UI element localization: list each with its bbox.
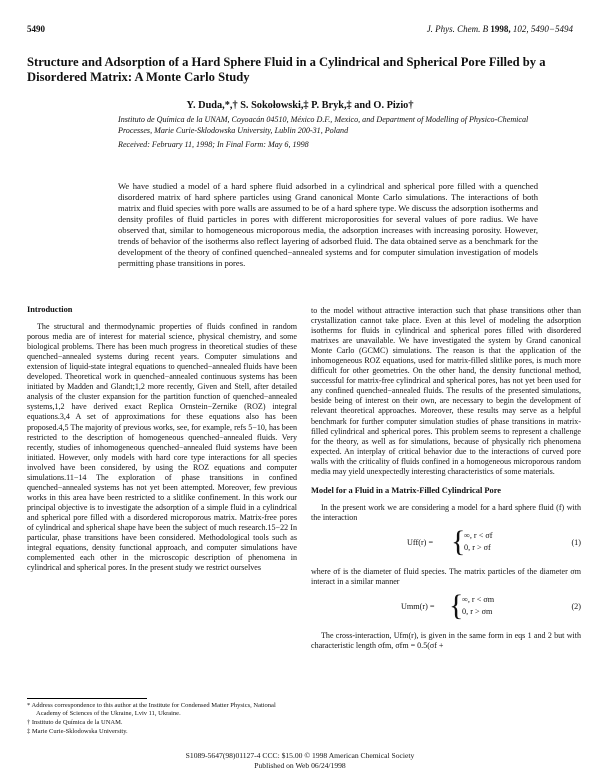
equation-1-cases bbox=[464, 530, 493, 554]
model-paragraph: In the present work we are considering a model for a hard sphere fluid (f) with the interaction bbox=[311, 502, 581, 522]
journal-citation bbox=[427, 24, 573, 34]
intro-paragraph: The structural and thermodynamic properties of fluids confined in random porous media are of interest for material science, physical chemistry, and some biological problems. There has been much progress in theoretical studies of these quenched−annealed systems during recent years. Computer simulations and extension of liquid-state integral equations to quenched−annealed fluids have been developed. Theoretical work in quenched−annealed continuous systems has been initiated by Madden and Glandt;1,2 more recently, Given and Stell, after detailed analysis of the cluster expansion for the partition function of quenched−annealed systems,1,2 have derived exact Replica Ornstein−Zernike (ROZ) integral equations.3,4 A set of approximations for these equations also has been proposed.4,5 The majority of previous works, see, for example, refs 5−10, has been restricted to the description of homogeneous quenched−annealed fluids. Very recently, studies of inhomogeneous quenched−annealed fluid systems have been initiated. However, only models with hard core type interactions for all species involved have been considered, by using the ROZ equations and computer simulations.11−14 The exploration of phase transitions in confined quenched−annealed systems has not yet been attempted. Moreover, few previous works in this area have been restricted to a slitlike confinement. In this work our principal objective is to investigate the adsorption of a simple fluid in a cylindrical and spherical pore filled with a disordered microporous matrix. Matrix-free pores of cylindrical and spherical shape have been the subject of much research.15−22 In particular, phase transitions have been considered. Methodological tools such as integral equations, density functional approach, and computer simulations have complemented each other in the microscopic description of phenomena in cylindrical and spherical pores. In the present study we restrict ourselves bbox=[27, 322, 297, 573]
running-header bbox=[27, 24, 573, 38]
journal-year: 1998, bbox=[490, 24, 511, 34]
abstract: We have studied a model of a hard sphere fluid adsorbed in a cylindrical and spherical pore filled with a quenched disordered matrix of hard sphere particles using Grand canonical Monte Carlo simulations. The interactions of both matrix and fluid species with pore walls are assumed to be of a hard sphere type. We discuss the adsorption isotherms and density profiles of fluid particles in pores with different microporosities for several values of pore radius. We have observed that, similar to homogeneous microporous media, the adsorption increases with increasing porosity. However, trends of behavior of the isotherms also reflect layering of adsorbed fluid. The data obtained serve as a benchmark for the development of the theory of confined quenched−annealed systems and for computer simulation investigation of models permitting phase transitions in pores. bbox=[118, 181, 538, 268]
footnote-affiliation-1: † Instituto de Química de la UNAM. bbox=[27, 719, 123, 726]
equation-2-case-1: ∞, r < σm bbox=[462, 595, 495, 605]
equation-1-case-1: ∞, r < σf bbox=[464, 530, 493, 540]
right-column bbox=[311, 306, 581, 651]
intro-paragraph-continued: to the model without attractive interaction such that phase transitions other than crystallization cannot take place. Even at this level of modeling the adsorption isotherms for fluids in cylindrical and spherical pores filled with disordered matrixes are unavailable. We have investigated the system by Grand canonical Monte Carlo (GCMC) simulations. The reason is that the application of the inhomogeneous ROZ equations, used for matrix-filled slitlike pores, is much more difficult for other geometries. On the other hand, the density functional method, successful for matrix-free cylindrical and spherical pores, has not yet been used for any confined quenched−annealed fluids. The results of the presented simulations, beside being of interest on their own, are necessary to begin the development of relevant theoretical approaches. Moreover, these results may serve as a helpful benchmark for further computer simulation studies of phase transitions in matrix-filled cylindrical and spherical pores. This problem seems to represent a challenge for the theory, as well as for simulations, because of physically rich phenomena expected. An interplay of critical behavior due to the interactions of curved pore walls with the criticality of fluids confined in a homogeneous microporous random media may yield unexpectedly interesting characteristics of some materials. bbox=[311, 306, 581, 476]
author-list: Y. Duda,*,† S. Sokołowski,‡ P. Bryk,‡ and O. Pizio† bbox=[186, 100, 414, 111]
equation-1-case-2: 0, r > σf bbox=[464, 542, 491, 552]
left-column bbox=[27, 305, 297, 573]
model-paragraph-2: where σf is the diameter of fluid species. The matrix particles of the diameter σm interact in a similar manner bbox=[311, 566, 581, 586]
section-heading-model: Model for a Fluid in a Matrix-Filled Cylindrical Pore bbox=[311, 485, 501, 495]
journal-name: J. Phys. Chem. B bbox=[426, 24, 489, 34]
equation-2-number: (2) bbox=[571, 602, 581, 612]
received-dates: Received: February 11, 1998; In Final Form: May 6, 1998 bbox=[118, 140, 309, 149]
equation-2-brace: { bbox=[449, 589, 464, 623]
article-title: Structure and Adsorption of a Hard Sphere Fluid in a Cylindrical and Spherical Pore Filled by a Disordered Matrix: A Monte Carlo Study bbox=[27, 55, 546, 84]
page-number: 5490 bbox=[27, 24, 45, 34]
equation-2-cases bbox=[462, 594, 494, 618]
journal-volume-pages: 102, 5490−5494 bbox=[512, 24, 573, 34]
footnote-rule bbox=[27, 698, 147, 699]
footnote-affiliation-2: ‡ Marie Curie-Sklodowska University. bbox=[27, 728, 128, 735]
copyright-line: S1089-5647(98)01127-4 CCC: $15.00 © 1998 American Chemical Society bbox=[185, 751, 415, 760]
section-heading-introduction: Introduction bbox=[27, 305, 73, 314]
equation-1-brace: { bbox=[451, 524, 466, 558]
equation-1-lhs: Uff(r) = bbox=[407, 537, 434, 547]
equation-2-case-2: 0, r > σm bbox=[462, 607, 493, 617]
equation-1 bbox=[311, 524, 581, 559]
model-paragraph-3: The cross-interaction, Ufm(r), is given in the same form in eqs 1 and 2 but with characteristic length σfm, σfm = 0.5(σf + bbox=[311, 631, 581, 651]
equation-2 bbox=[311, 589, 581, 623]
page-footer bbox=[0, 751, 600, 771]
equation-2-lhs: Umm(r) = bbox=[401, 602, 435, 612]
affiliation: Instituto de Química de la UNAM, Coyoacán 04510, México D.F., Mexico, and Department of Modelling of Physico-Chemical Processes, Marie Curie-Sklodowska University, Lublin 200-31, Poland bbox=[118, 115, 529, 135]
published-line: Published on Web 06/24/1998 bbox=[254, 761, 346, 770]
footnotes bbox=[27, 702, 289, 737]
footnote-correspondence: * Address correspondence to this author at the Institute for Condensed Matter Physics, National Academy of Sciences of the Ukraine, Lviv 11, Ukraine. bbox=[27, 702, 276, 717]
equation-1-number: (1) bbox=[571, 537, 581, 547]
